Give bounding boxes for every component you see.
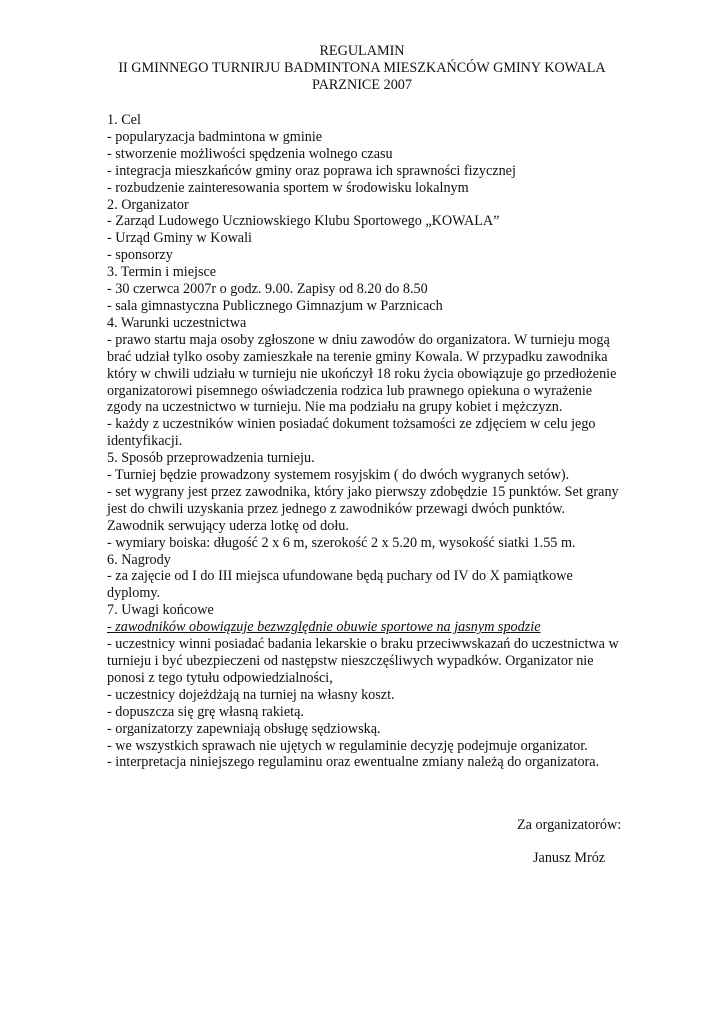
section-heading-method: 5. Sposób przeprowadzenia turnieju.: [107, 450, 315, 467]
paragraph-line: który w chwili udziału w turnieju nie ukończył 18 roku życia obowiązuje go przedłożenie: [107, 365, 617, 382]
list-item: - sala gimnastyczna Publicznego Gimnazjum w Parznicach: [107, 297, 443, 314]
doc-subtitle: II GMINNEGO TURNIRJU BADMINTONA MIESZKAŃCÓW GMINY KOWALA: [118, 60, 606, 76]
paragraph-line: - Turniej będzie prowadzony systemem rosyjskim ( do dwóch wygranych setów).: [107, 467, 570, 484]
list-item: - we wszystkich sprawach nie ujętych w regulaminie decyzję podejmuje organizator.: [107, 737, 588, 754]
list-item: - integracja mieszkańców gminy oraz poprawa ich sprawności fizycznej: [107, 162, 516, 179]
list-item: - dopuszcza się grę własną rakietą.: [107, 703, 304, 720]
list-item: - rozbudzenie zainteresowania sportem w środowisku lokalnym: [107, 179, 469, 196]
paragraph-line: zgody na uczestnictwo w turnieju. Nie ma podziału na grupy kobiet i mężczyzn.: [107, 399, 563, 416]
paragraph-line: brać udział tylko osoby zamieszkałe na terenie gminy Kowala. W przypadku zawodnika: [107, 348, 608, 365]
list-item: - sponsorzy: [107, 247, 173, 264]
paragraph-line: - za zajęcie od I do III miejsca ufundowane będą puchary od IV do X pamiątkowe: [107, 568, 573, 585]
signature-label: Za organizatorów:: [517, 817, 622, 833]
list-item: - stworzenie możliwości spędzenia wolnego czasu: [107, 145, 393, 162]
section-heading-conditions: 4. Warunki uczestnictwa: [107, 314, 247, 331]
paragraph-line: identyfikacji.: [107, 433, 183, 450]
paragraph-line: turnieju i być ubezpieczeni od następstw nieszczęśliwych wypadków. Organizator nie: [107, 653, 594, 669]
list-item: - Zarząd Ludowego Uczniowskiego Klubu Sportowego „KOWALA”: [107, 213, 500, 230]
paragraph-line: - prawo startu maja osoby zgłoszone w dniu zawodów do organizatora. W turnieju mogą: [107, 331, 610, 348]
paragraph-line: dyplomy.: [107, 585, 161, 602]
paragraph-line: jest do chwili uzyskania przez jednego z zawodników przewagi dwóch punktów.: [107, 500, 566, 517]
footwear-requirement: - zawodników obowiązuje bezwzględnie obuwie sportowe na jasnym spodzie: [107, 619, 541, 636]
list-item: - 30 czerwca 2007r o godz. 9.00. Zapisy od 8.20 do 8.50: [107, 281, 428, 298]
paragraph-line: - set wygrany jest przez zawodnika, który jako pierwszy zdobędzie 15 punktów. Set grany: [107, 483, 619, 500]
doc-title: REGULAMIN: [319, 43, 405, 59]
regulations-body: [107, 112, 647, 771]
section-heading-date-place: 3. Termin i miejsce: [107, 264, 217, 281]
paragraph-line: - uczestnicy winni posiadać badania lekarskie o braku przeciwwskazań do uczestnictwa w: [107, 636, 619, 653]
list-item: - popularyzacja badmintona w gminie: [107, 128, 323, 145]
section-heading-organizer: 2. Organizator: [107, 196, 189, 213]
list-item: - uczestnicy dojeżdżają na turniej na własny koszt.: [107, 686, 395, 703]
doc-subtitle-place: PARZNICE 2007: [312, 77, 412, 93]
section-heading-final-notes: 7. Uwagi końcowe: [107, 602, 214, 619]
paragraph-line: organizatorowi pisemnego oświadczenia rodzica lub prawnego opiekuna o wyrażenie: [107, 382, 593, 399]
list-item: - interpretacja niniejszego regulaminu oraz ewentualne zmiany należą do organizatora.: [107, 754, 600, 771]
signature-name: Janusz Mróz: [533, 850, 606, 866]
section-heading-prizes: 6. Nagrody: [107, 551, 171, 568]
section-heading-goal: 1. Cel: [107, 112, 141, 128]
paragraph-line: - każdy z uczestników winien posiadać dokument tożsamości ze zdjęciem w celu jego: [107, 416, 596, 433]
paragraph-line: ponosi z tego tytułu odpowiedzialności,: [107, 669, 333, 686]
paragraph-line: Zawodnik serwujący uderza lotkę od dołu.: [107, 517, 349, 534]
paragraph-line: - wymiary boiska: długość 2 x 6 m, szerokość 2 x 5.20 m, wysokość siatki 1.55 m.: [107, 534, 576, 551]
list-item: - organizatorzy zapewniają obsługę sędziowską.: [107, 720, 381, 737]
list-item: - Urząd Gminy w Kowali: [107, 230, 252, 247]
